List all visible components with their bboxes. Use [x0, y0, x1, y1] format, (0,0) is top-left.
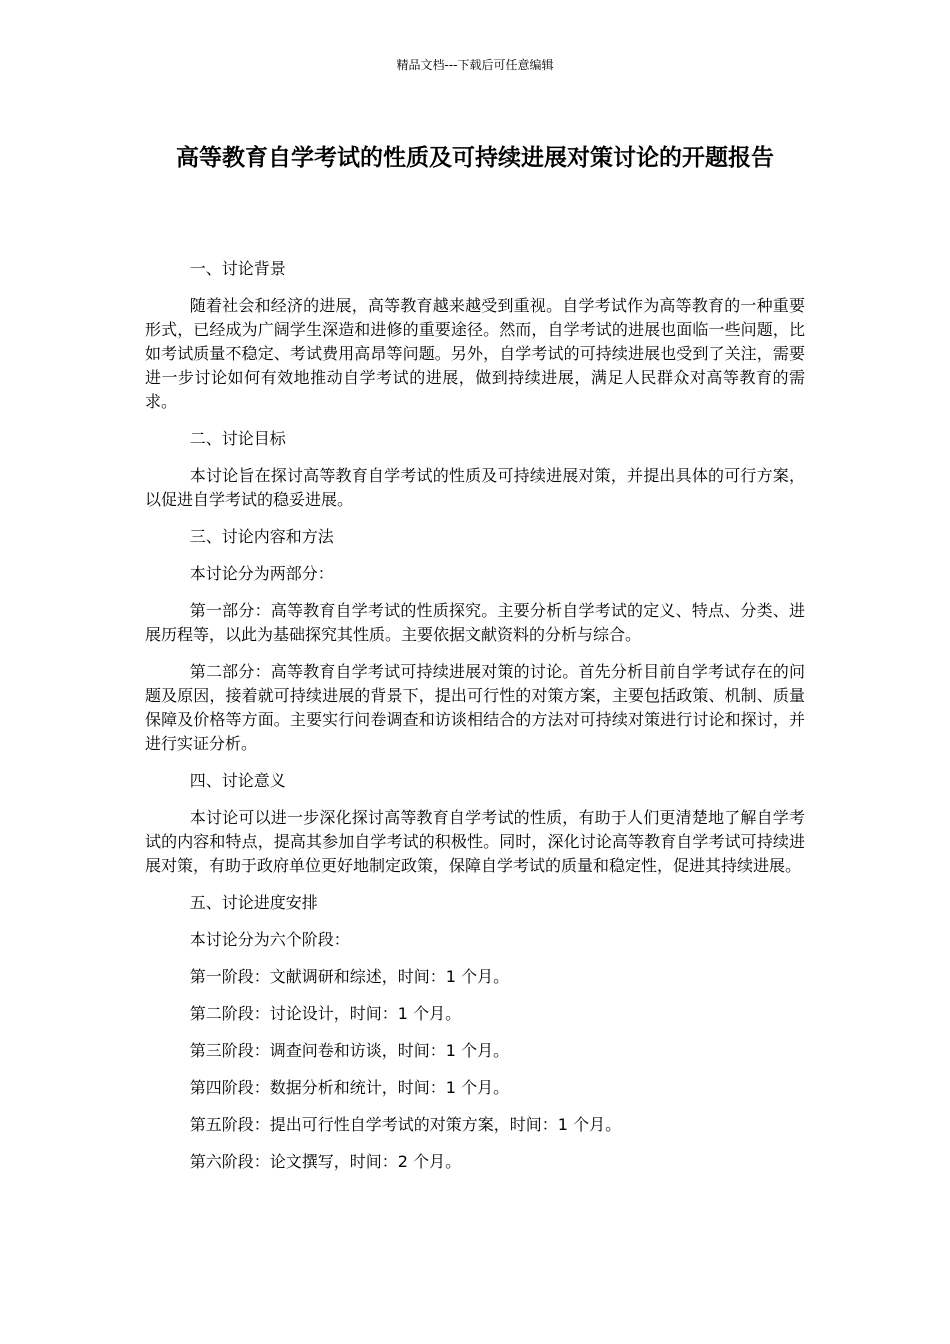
schedule-stage-3: 第三阶段：调查问卷和访谈，时间：1 个月。	[189, 1041, 510, 1060]
section-heading-background: 一、讨论背景	[189, 259, 286, 278]
section-heading-content-methods: 三、讨论内容和方法	[189, 527, 334, 546]
section-heading-objectives: 二、讨论目标	[189, 429, 286, 448]
paragraph-background: 随着社会和经济的进展，高等教育越来越受到重视。自学考试作为高等教育的一种重要形式，已经成为广阔学生深造和进修的重要途径。然而，自学考试的进展也面临一些问题，比如考试质量不稳定、考试费用高昂等问题。另外，自学考试的可持续进展也受到了关注，需要进一步讨论如何有效地推动自学考试的进展，做到持续进展，满足人民群众对高等教育的需求。	[145, 296, 805, 411]
paragraph-two-parts: 本讨论分为两部分：	[189, 564, 334, 583]
schedule-stage-6: 第六阶段：论文撰写，时间：2 个月。	[189, 1152, 462, 1171]
schedule-stage-2: 第二阶段：讨论设计，时间：1 个月。	[189, 1004, 462, 1023]
schedule-stage-4: 第四阶段：数据分析和统计，时间：1 个月。	[189, 1078, 510, 1097]
paragraph-six-stages: 本讨论分为六个阶段：	[189, 930, 350, 949]
paragraph-part-one: 第一部分：高等教育自学考试的性质探究。主要分析自学考试的定义、特点、分类、进展历程等，以此为基础探究其性质。主要依据文献资料的分析与综合。	[145, 601, 805, 644]
paragraph-objectives: 本讨论旨在探讨高等教育自学考试的性质及可持续进展对策，并提出具体的可行方案，以促进自学考试的稳妥进展。	[145, 466, 805, 509]
section-heading-schedule: 五、讨论进度安排	[189, 893, 318, 912]
section-heading-significance: 四、讨论意义	[189, 771, 286, 790]
document-title: 高等教育自学考试的性质及可持续进展对策讨论的开题报告	[176, 145, 774, 171]
paragraph-significance: 本讨论可以进一步深化探讨高等教育自学考试的性质，有助于人们更清楚地了解自学考试的内容和特点，提高其参加自学考试的积极性。同时，深化讨论高等教育自学考试可持续进展对策，有助于政府单位更好地制定政策，保障自学考试的质量和稳定性，促进其持续进展。	[145, 808, 805, 875]
paragraph-part-two: 第二部分：高等教育自学考试可持续进展对策的讨论。首先分析目前自学考试存在的问题及原因，接着就可持续进展的背景下，提出可行性的对策方案，主要包括政策、机制、质量保障及价格等方面。主要实行问卷调查和访谈相结合的方法对可持续对策进行讨论和探讨，并进行实证分析。	[145, 662, 805, 753]
schedule-stage-5: 第五阶段：提出可行性自学考试的对策方案，时间：1 个月。	[189, 1115, 622, 1134]
document-body	[145, 257, 805, 1187]
page-header: 精品文档---下载后可任意编辑	[396, 58, 554, 72]
schedule-stage-1: 第一阶段：文献调研和综述，时间：1 个月。	[189, 967, 510, 986]
